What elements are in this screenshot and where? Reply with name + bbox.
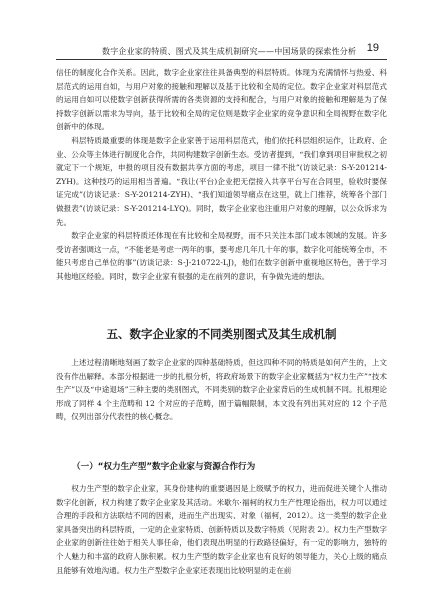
body-block-middle — [56, 356, 387, 424]
running-header — [56, 44, 387, 60]
paragraph-2: 科层特质最重要的体现是数字企业家善于运用科层范式，他们依托科层组织运作，让政府、企业、公众等主体进行制度化合作，共同构建数字创新生态。受访者提到，“我们拿到项目审批权之初就定下一个规矩，申报的项目没有数据共享方面的考虑，项目一律不批”(访谈记录：S-Y-201214-ZYH)。这种技巧的运用相当普遍。“我让(平台)企业把无偿接入共享平台写在合同里，验收时要保证完成”(访谈记录：S-Y-201214-ZYH)、“我们知道领导痛点在这里，就上门推荐，统筹各个部门做报表”(访谈记录：S-Y-201214-LYQ)。同时，数字企业家也注重用户对象的理解，以公众诉求为先。 — [56, 135, 387, 227]
paragraph-3: 数字企业家的科层特质还体现在有比较和全局视野，而不只关注本部门或本领域的发展。许多受访者强调这一点，“不能老是考虑一两年的事，要考虑几年几十年的事，数字化可能统筹全市，不能只考虑自己单位的事”(访谈记录：S-J-210722-LJ)，他们在数字创新中重视地区特色，善于学习其他地区经验。同时，数字企业家有很强的走在前列的意识，有争做先进的想法。 — [56, 231, 387, 281]
running-title: 数字企业家的特质、图式及其生成机制研究——中国场景的探索性分析 — [102, 47, 357, 56]
body-block-bottom — [56, 482, 387, 577]
section-heading: 五、数字企业家的不同类别图式及其生成机制 — [106, 327, 337, 341]
paragraph-4: 上述过程清晰地刻画了数字企业家的四种基础特质，但这四种不同的特质是如何产生的，上文没有作出解释。本部分根据进一步的扎根分析，将政府场景下的数字企业家概括为“权力生产”“技术生产”以及“中途退场”三种主要的类别图式，不同类别的数字企业家背后的生成机制不同。扎根理论形成了同样 4 个主范畴和 12 个对应的子范畴，囿于篇幅限制，本文没有列出其对应的 12 个子范畴，仅列出部分代表性的核心概念。 — [56, 358, 387, 422]
subsection-heading: （一）“权力生产型”数字企业家与资源合作行为 — [72, 462, 256, 472]
header-rule — [56, 59, 387, 60]
paragraph-1: 信任的制度化合作关系。因此，数字企业家往往具备典型的科层特质。体现为充满情怀与热爱、科层范式的运用自如，与用户对象的接触和理解以及基于比较和全局的定位。数字企业家对科层范式的运用自如可以使数字创新获得所需的各类资源的支持和配合，与用户对象的接触和理解是为了保持数字创新以需求为导向，基于比较和全局的定位则是数字企业家的竞争意识和全局视野在数字化创新中的体现。 — [56, 68, 387, 132]
page-number: 19 — [366, 42, 379, 54]
paragraph-5: 权力生产型的数字企业家，其身份建构的重要遇因是上级赋予的权力，进而促进关键个人推动数字化创新，权力构建了数字企业家及其活动。米歇尔·福柯的权力生产性理论指出，权力可以通过合理的手段和方法联结不同的因素，进而生产出现实、对象（福柯，2012）。这一类型的数字企业家具备突出的科层特质，一定的企业家特质、创新特质以及数字特质（见附表 2）。权力生产型数字企业家的创新往往始于相关人事任命，他们表现出明显的行政路径偏好，有一定的影响力，独特的个人魅力和丰富的政府人脉积累。权力生产型的数字企业家也有良好的领导能力，关心上级的痛点且能够有效地沟通。权力生产型数字企业家还表现出比较明显的走在前 — [56, 484, 387, 575]
body-block-top — [56, 66, 387, 284]
